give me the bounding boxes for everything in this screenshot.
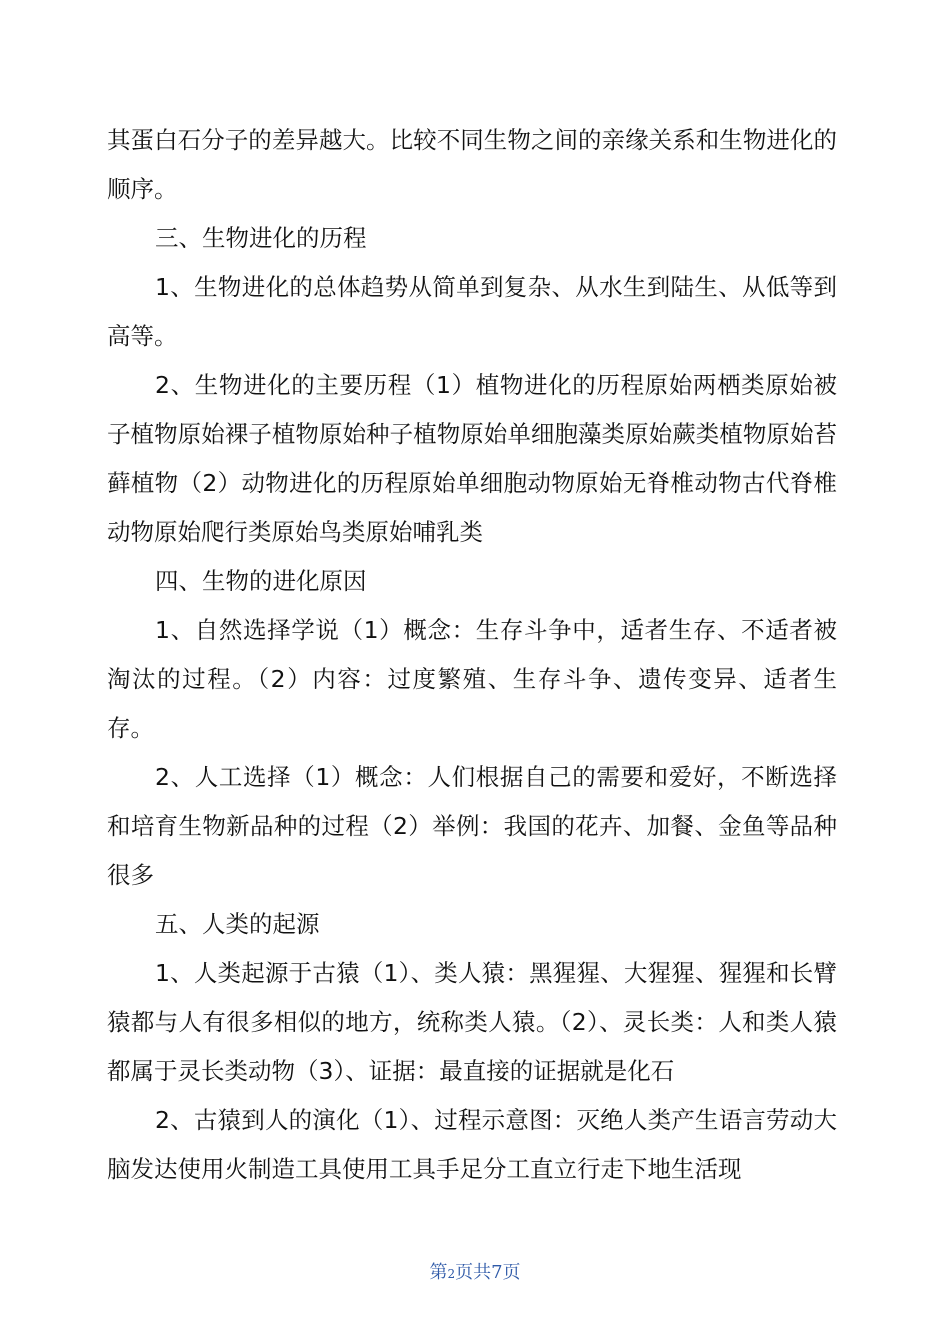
footer-suffix: 页共7页 — [455, 1262, 521, 1283]
footer-prefix: 第 — [429, 1262, 448, 1283]
paragraph: 1、人类起源于古猿（1）、类人猿：黑猩猩、大猩猩、猩猩和长臂猿都与人有很多相似的地方，统称类人猿。（2）、灵长类：人和类人猿都属于灵长类动物（3）、证据：最直接的证据就是化石 — [107, 959, 837, 1085]
paragraph: 其蛋白石分子的差异越大。比较不同生物之间的亲缘关系和生物进化的顺序。 — [107, 126, 837, 203]
document-body — [107, 116, 837, 1194]
section-heading: 三、生物进化的历程 — [155, 224, 367, 252]
section-heading: 四、生物的进化原因 — [155, 567, 367, 595]
paragraph: 2、人工选择（1）概念：人们根据自己的需要和爱好，不断选择和培育生物新品种的过程（2）举例：我国的花卉、加餐、金鱼等品种很多 — [107, 763, 837, 889]
paragraph: 2、生物进化的主要历程（1）植物进化的历程原始两栖类原始被子植物原始裸子植物原始种子植物原始单细胞藻类原始蕨类植物原始苔藓植物（2）动物进化的历程原始单细胞动物原始无脊椎动物古代脊椎动物原始爬行类原始鸟类原始哺乳类 — [107, 371, 837, 546]
paragraph: 1、生物进化的总体趋势从简单到复杂、从水生到陆生、从低等到高等。 — [107, 273, 837, 350]
page-footer — [0, 1258, 950, 1284]
paragraph: 1、自然选择学说（1）概念：生存斗争中，适者生存、不适者被淘汰的过程。（2）内容：过度繁殖、生存斗争、遗传变异、适者生存。 — [107, 616, 837, 742]
paragraph: 2、古猿到人的演化（1）、过程示意图：灭绝人类产生语言劳动大脑发达使用火制造工具使用工具手足分工直立行走下地生活现 — [107, 1106, 837, 1183]
footer-current-page: 2 — [447, 1267, 456, 1281]
section-heading: 五、人类的起源 — [155, 910, 320, 938]
